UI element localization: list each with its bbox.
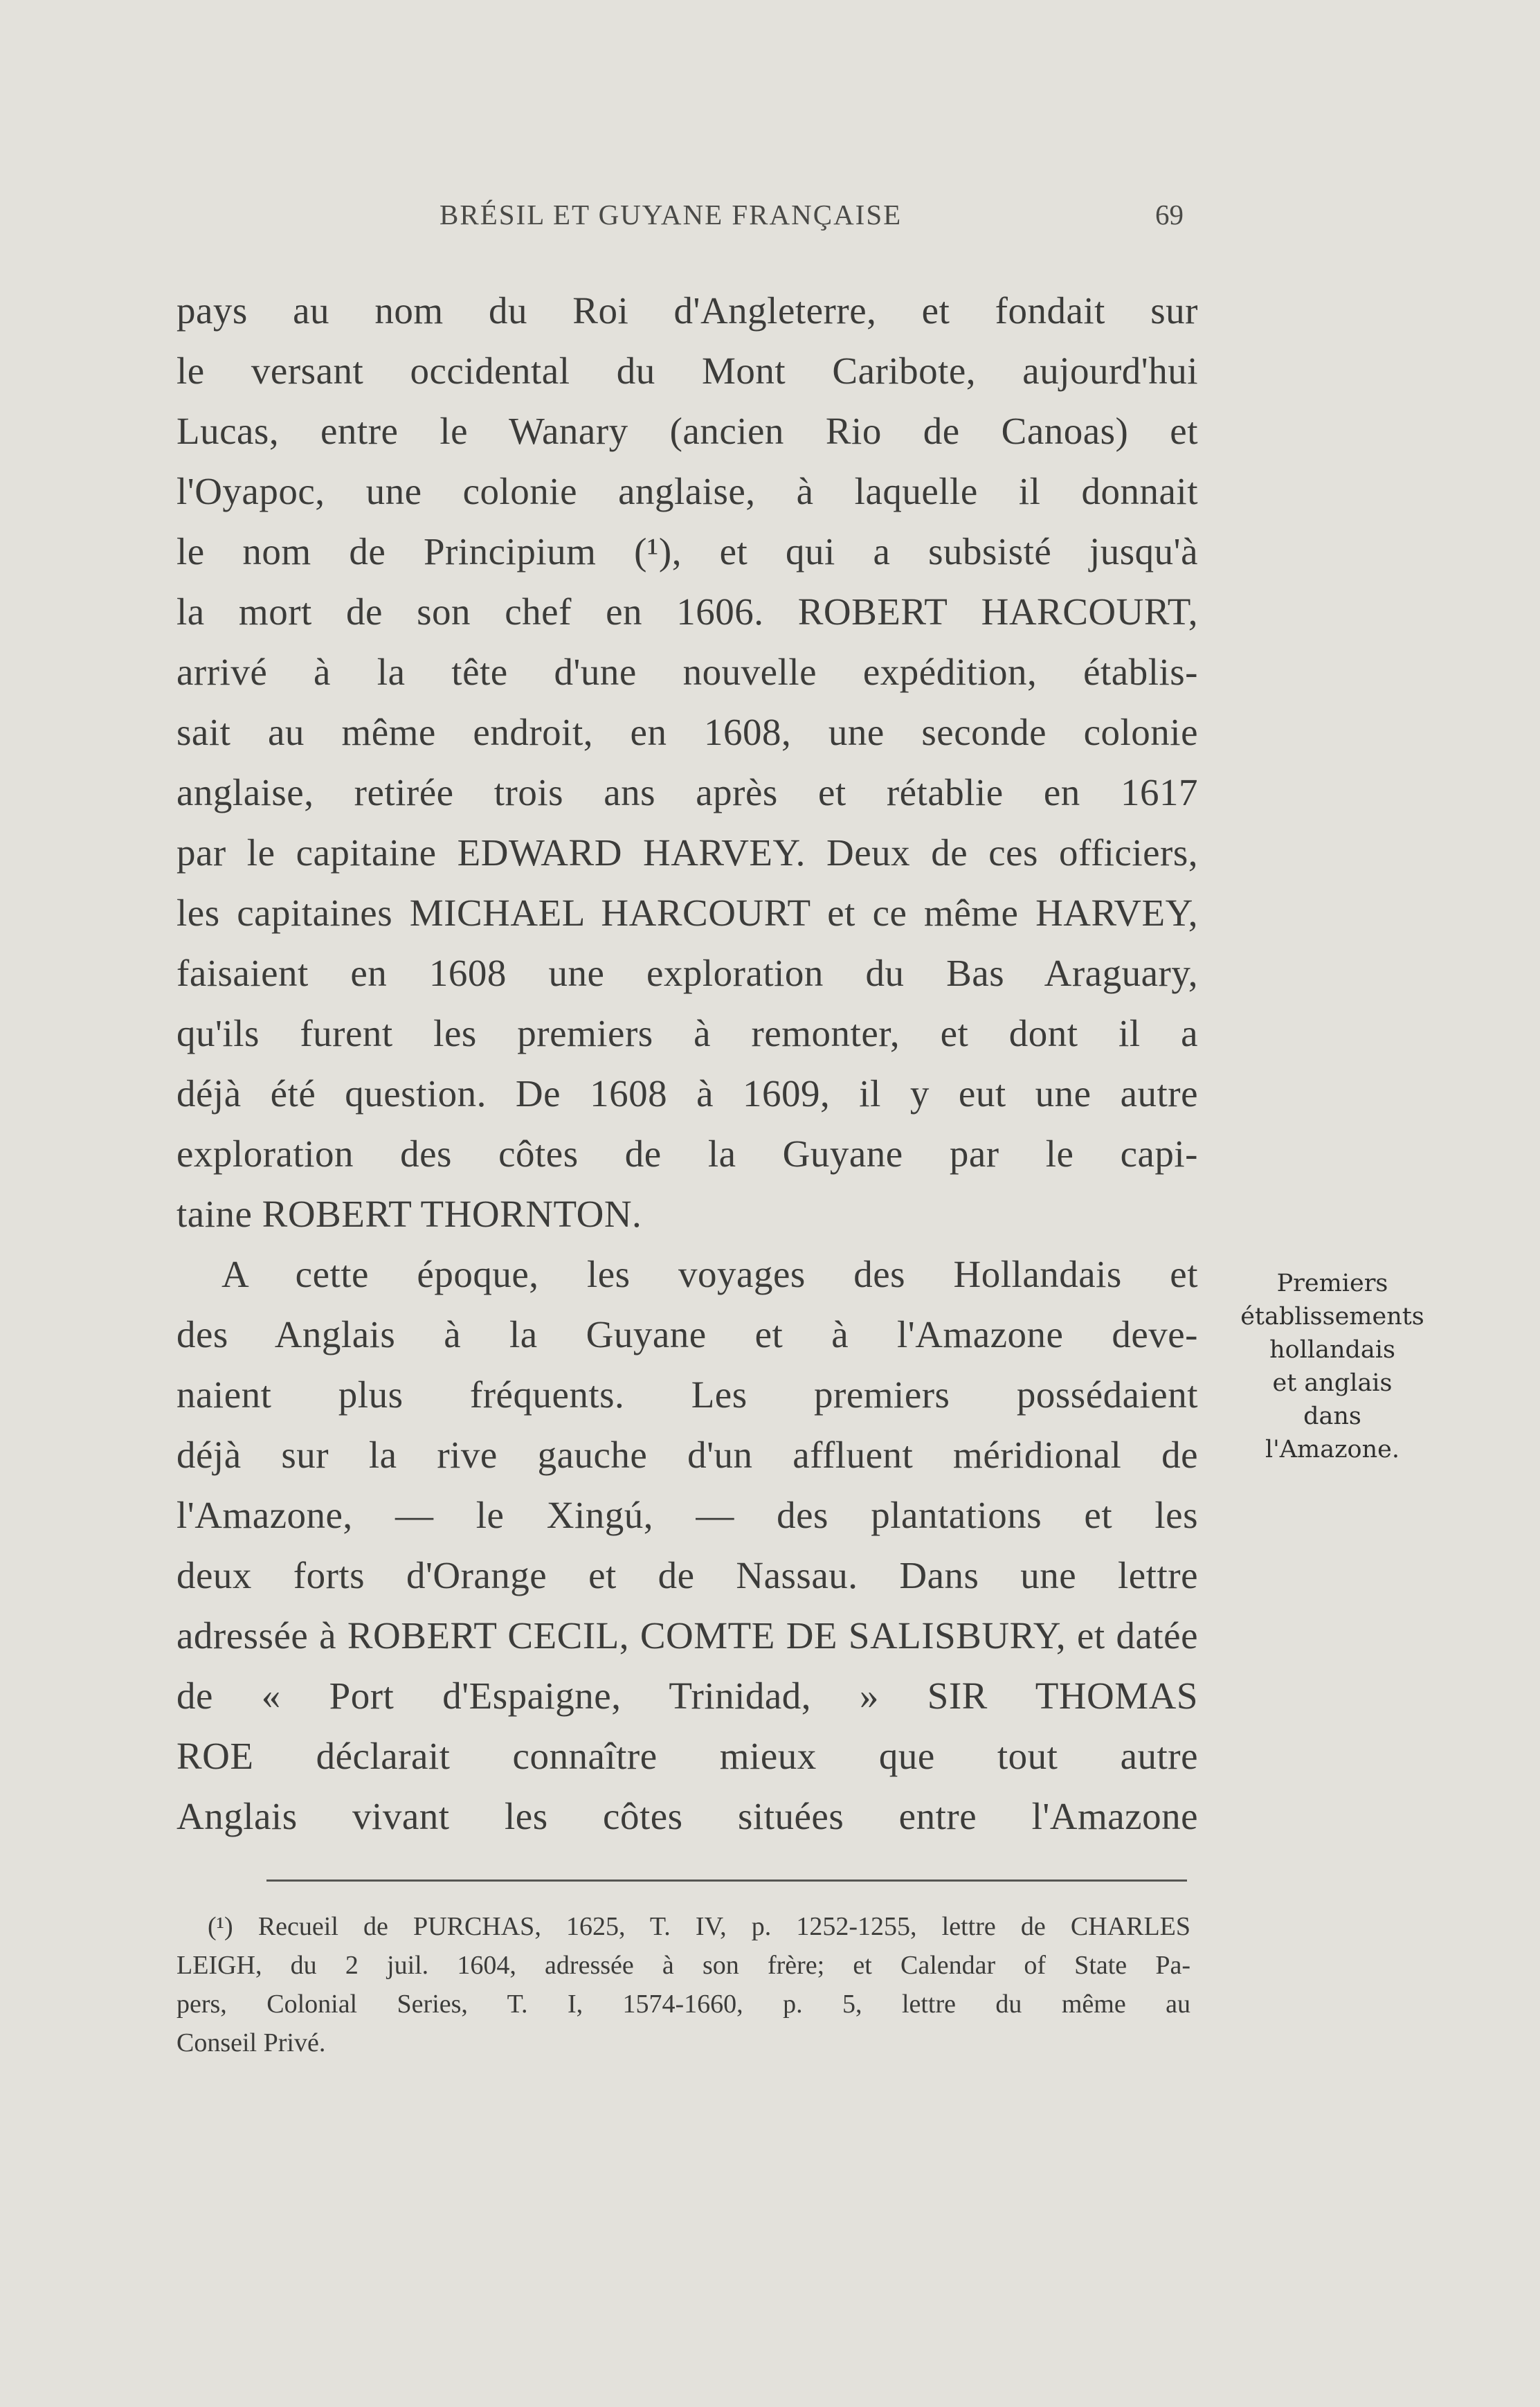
text-line: déjà été question. De 1608 à 1609, il y eut une autre (176, 1072, 1198, 1115)
text-line: taine ROBERT THORNTON. (176, 1193, 642, 1235)
page-header (176, 195, 1184, 237)
text-line: anglaise, retirée trois ans après et rétablie en 1617 (176, 771, 1198, 813)
text-line: déjà sur la rive gauche d'un affluent méridional de (176, 1434, 1198, 1476)
marginal-line: l'Amazone. (1265, 1436, 1400, 1463)
footnote-rule (266, 1879, 1187, 1882)
text-line: des Anglais à la Guyane et à l'Amazone deve- (176, 1313, 1198, 1355)
marginal-line: Premiers (1276, 1270, 1388, 1297)
text-line: qu'ils furent les premiers à remonter, et dont il a (176, 1012, 1198, 1054)
marginal-line: et anglais (1272, 1369, 1393, 1397)
marginal-line: établissements (1240, 1303, 1424, 1331)
text-line: Anglais vivant les côtes situées entre l'Amazone (176, 1795, 1198, 1837)
paragraph-start-line: A cette époque, les voyages des Hollandais et (221, 1253, 1198, 1295)
text-line: le versant occidental du Mont Caribote, aujourd'hui (176, 350, 1198, 392)
text-line: l'Oyapoc, une colonie anglaise, à laquelle il donnait (176, 470, 1198, 512)
text-line: la mort de son chef en 1606. ROBERT HARCOURT, (176, 591, 1198, 633)
marginal-note (1215, 1267, 1450, 1466)
text-line: exploration des côtes de la Guyane par le capi- (176, 1133, 1198, 1175)
body-text (176, 280, 1198, 1846)
text-line: faisaient en 1608 une exploration du Bas Araguary, (176, 952, 1198, 994)
running-head: BRÉSIL ET GUYANE FRANÇAISE (440, 199, 903, 231)
text-line: le nom de Principium (¹), et qui a subsisté jusqu'à (176, 530, 1198, 573)
text-line: arrivé à la tête d'une nouvelle expédition, établis- (176, 651, 1198, 693)
text-line: les capitaines MICHAEL HARCOURT et ce même HARVEY, (176, 892, 1198, 934)
text-line: l'Amazone, — le Xingú, — des plantations et les (176, 1494, 1198, 1536)
text-line: adressée à ROBERT CECIL, COMTE DE SALISBURY, et datée (176, 1614, 1198, 1657)
footnote-line: Conseil Privé. (176, 2028, 326, 2057)
text-line: Lucas, entre le Wanary (ancien Rio de Canoas) et (176, 410, 1198, 452)
footnote-line: (¹) Recueil de PURCHAS, 1625, T. IV, p. 1252-1255, lettre de CHARLES (208, 1912, 1190, 1941)
text-line: pays au nom du Roi d'Angleterre, et fondait sur (176, 289, 1198, 332)
text-line: naient plus fréquents. Les premiers possédaient (176, 1373, 1198, 1416)
text-line: deux forts d'Orange et de Nassau. Dans une lettre (176, 1554, 1198, 1596)
text-line: ROE déclarait connaître mieux que tout autre (176, 1735, 1198, 1777)
page-number: 69 (1155, 199, 1184, 231)
marginal-line: dans (1303, 1403, 1361, 1430)
footnote-line: pers, Colonial Series, T. I, 1574-1660, p. 5, lettre du même au (176, 1990, 1190, 2019)
text-line: de « Port d'Espaigne, Trinidad, » SIR THOMAS (176, 1675, 1198, 1717)
marginal-line: hollandais (1269, 1336, 1395, 1364)
text-line: sait au même endroit, en 1608, une seconde colonie (176, 711, 1198, 753)
footnote-line: LEIGH, du 2 juil. 1604, adressée à son frère; et Calendar of State Pa- (176, 1951, 1190, 1980)
text-line: par le capitaine EDWARD HARVEY. Deux de ces officiers, (176, 831, 1198, 874)
footnote (176, 1907, 1190, 2062)
